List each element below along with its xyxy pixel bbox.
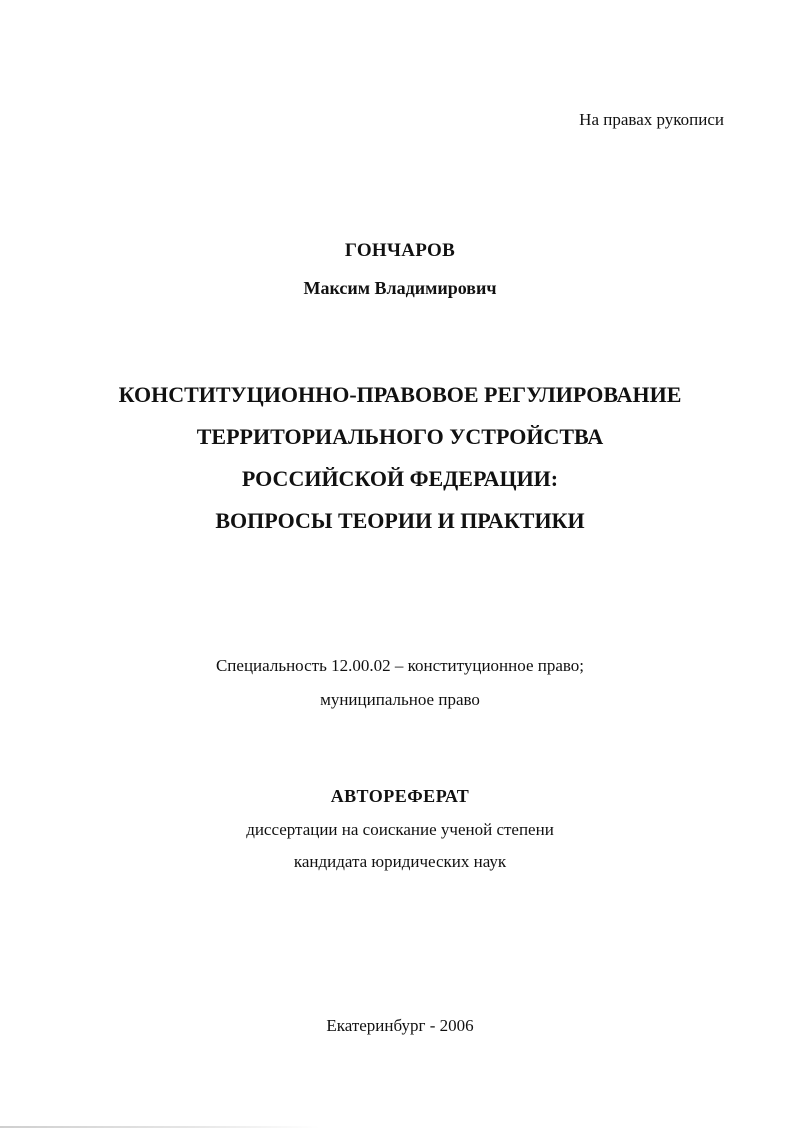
manuscript-note: На правах рукописи [579, 110, 724, 129]
specialty-line: Специальность 12.00.02 – конституционное право; [215, 656, 585, 675]
author-surname: ГОНЧАРОВ [344, 240, 456, 261]
title-line: ТЕРРИТОРИАЛЬНОГО УСТРОЙСТВА [196, 424, 604, 449]
specialty-line: муниципальное право [320, 690, 480, 709]
abstract-description-line: диссертации на соискание ученой степени [246, 820, 554, 839]
title-line: РОССИЙСКОЙ ФЕДЕРАЦИИ: [241, 466, 559, 491]
city-year: Екатеринбург - 2006 [326, 1016, 474, 1035]
scan-artifact [0, 1126, 320, 1128]
title-line: ВОПРОСЫ ТЕОРИИ И ПРАКТИКИ [215, 508, 585, 533]
title-line: КОНСТИТУЦИОННО-ПРАВОВОЕ РЕГУЛИРОВАНИЕ [118, 382, 682, 407]
abstract-description-line: кандидата юридических наук [293, 852, 507, 871]
abstract-label: АВТОРЕФЕРАТ [330, 786, 470, 806]
author-given-names: Максим Владимирович [303, 278, 497, 298]
dissertation-title [0, 374, 800, 542]
